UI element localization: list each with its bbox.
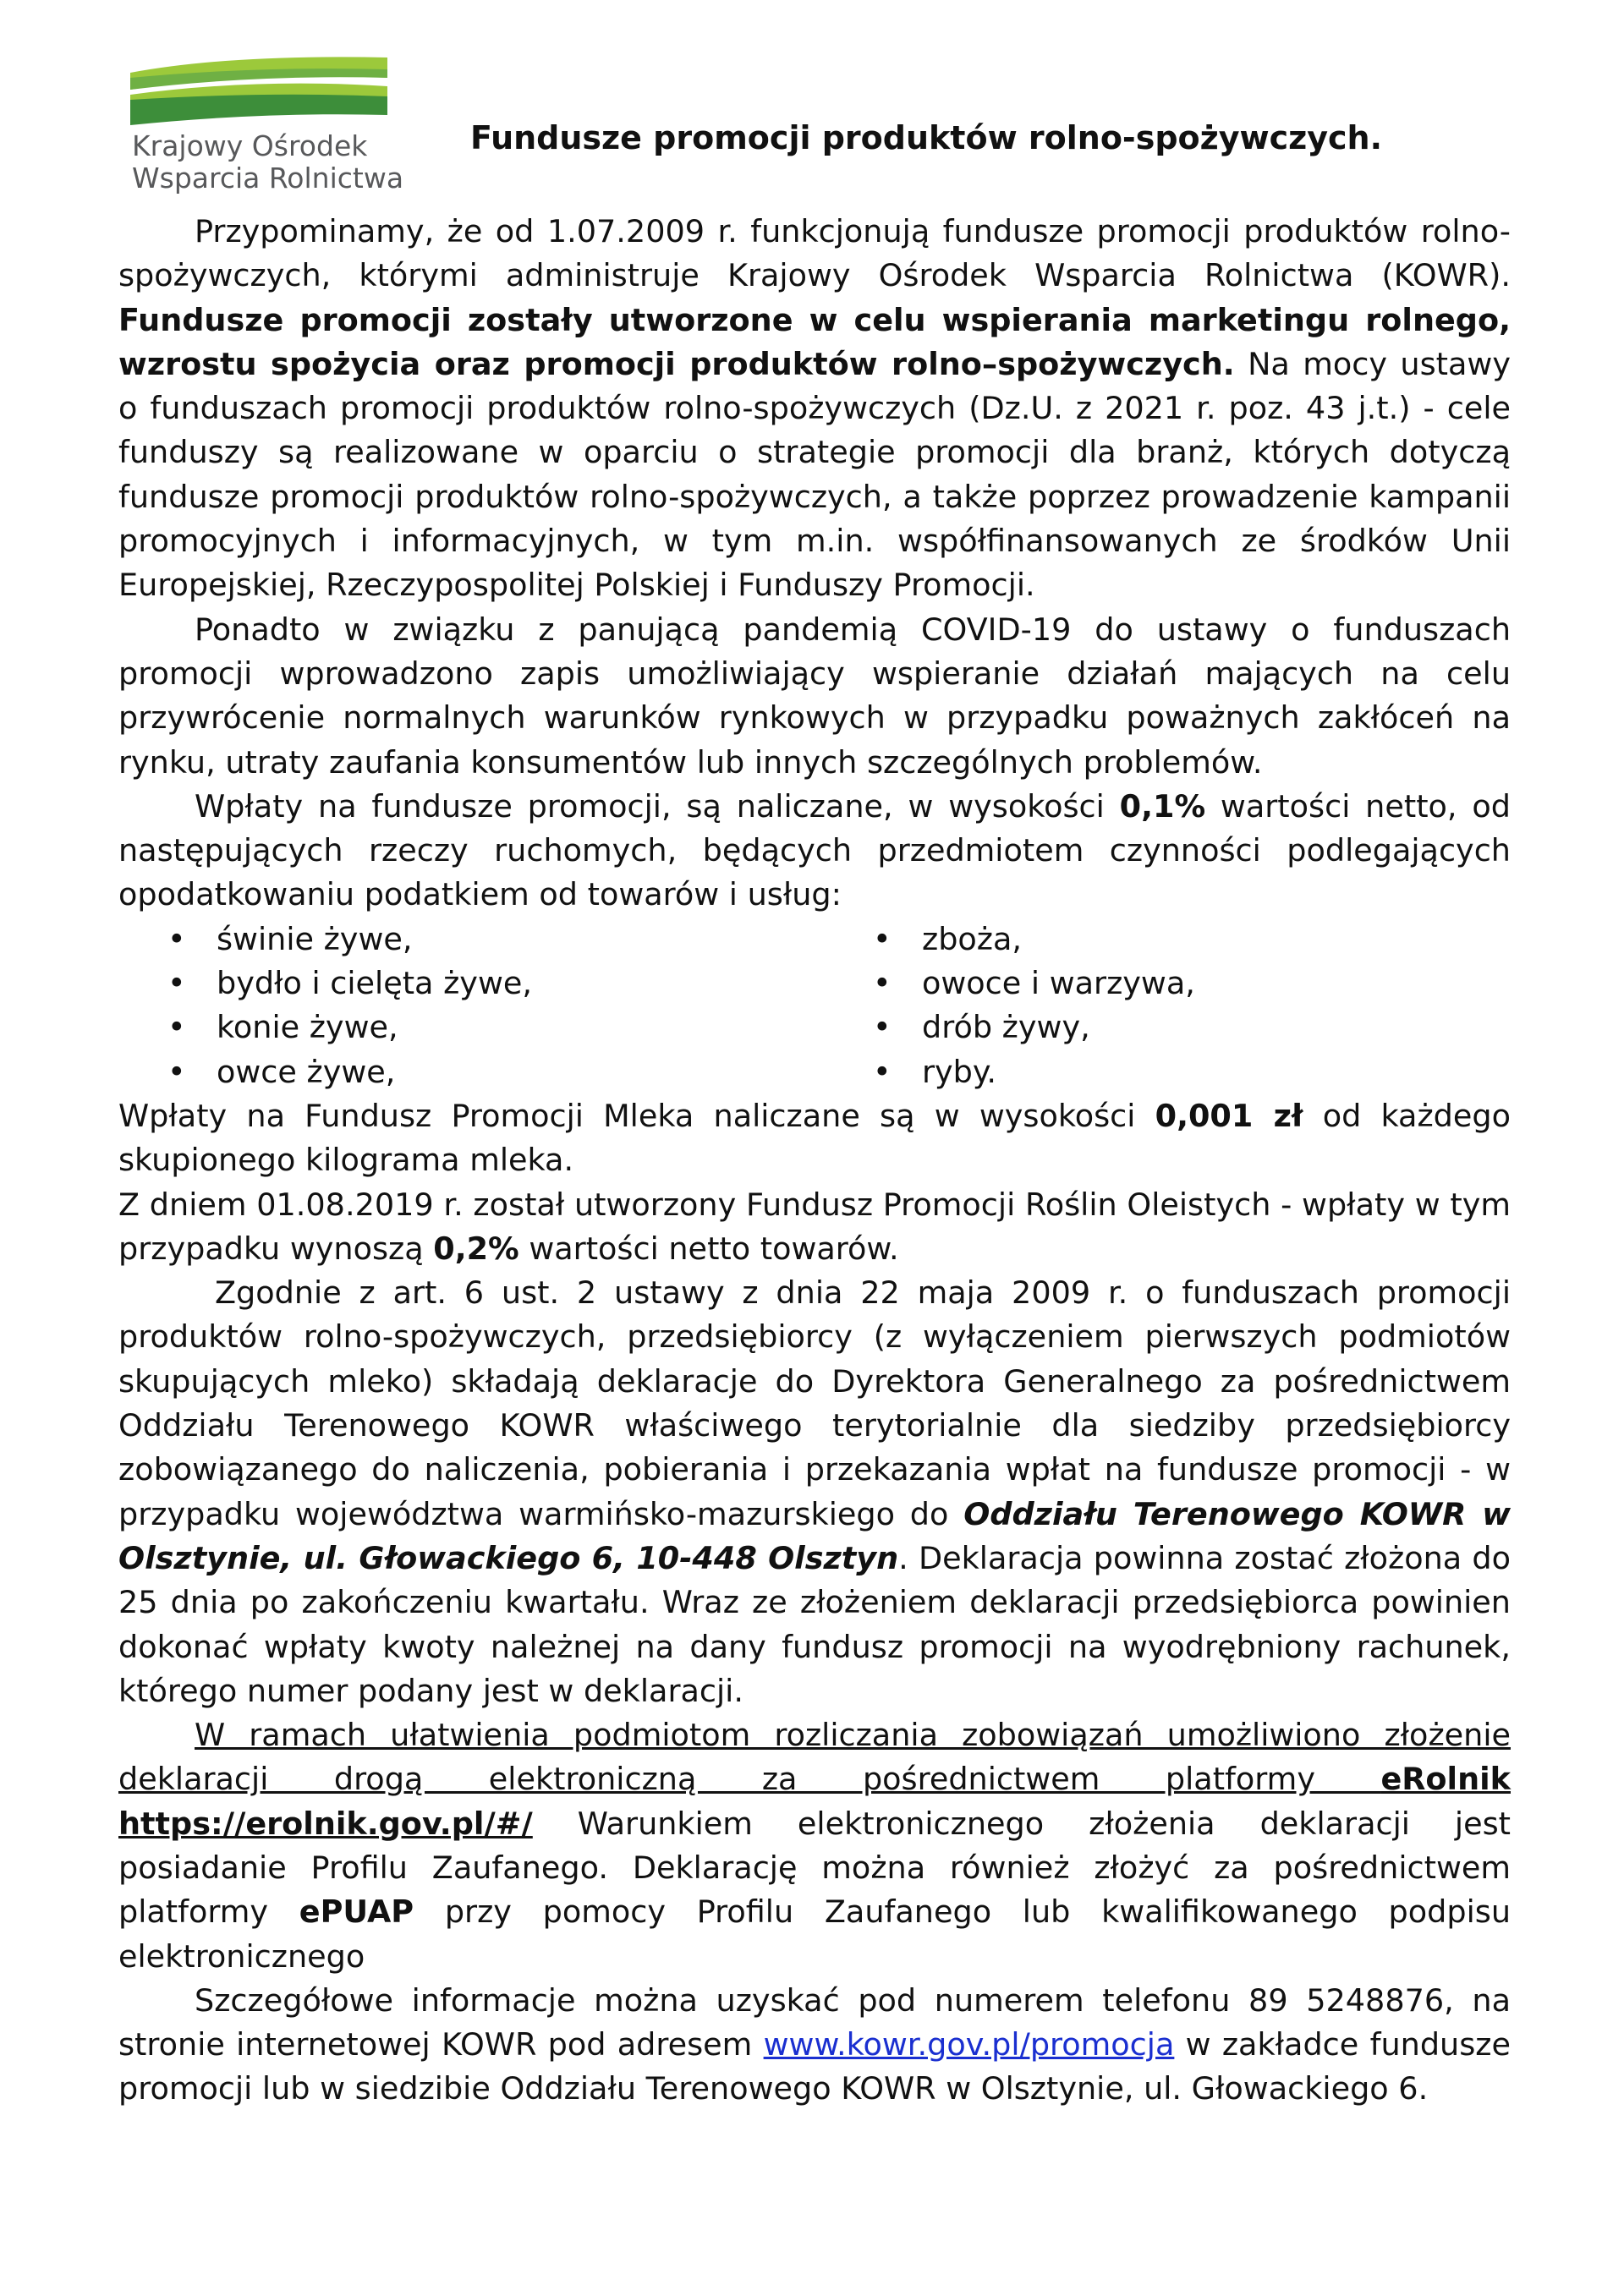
paragraph-milk-fund	[118, 1094, 1511, 1183]
list-item	[118, 1050, 870, 1094]
list-item	[870, 962, 1511, 1006]
list-item	[118, 918, 870, 962]
paragraph-contact	[118, 1979, 1511, 2112]
list-item-text: owce żywe,	[217, 1053, 396, 1090]
list-item-text: drób żywy,	[922, 1009, 1090, 1046]
list-item-text: bydło i cielęta żywe,	[217, 965, 532, 1002]
milk-text-2: od każdego skupionego kilograma mleka.	[118, 1097, 1511, 1179]
list-item-text: owoce i warzywa,	[922, 965, 1195, 1002]
list-item-text: zboża,	[922, 920, 1023, 957]
list-item	[118, 1006, 870, 1049]
rate-value: 0,1%	[1119, 787, 1206, 825]
bullet-icon: •	[873, 1009, 892, 1046]
declarations-text-1: Zgodnie z art. 6 ust. 2 ustawy z dnia 22 maja 2009 r. o funduszach promocji produktów rolno-spożywczych, przedsiębiorcy (z wyłączeniem pierwszych podmiotów skupujących mleko) składają deklaracje do Dyrektora Generalnego za pośrednictwem Oddziału Terenowego KOWR właściwego terytorialnie dla siedziby przedsiębiorcy zobowiązanego do naliczenia, pobierania i przekazania wpłat na fundusze promocji - w przypadku województwa warmińsko-mazurskiego do	[118, 1274, 1511, 1532]
paragraph-declarations	[118, 1271, 1511, 1713]
goods-lists	[118, 918, 1511, 1094]
goods-list-right	[870, 918, 1511, 1094]
list-item-text: ryby.	[922, 1053, 996, 1090]
intro-text-1: Przypominamy, że od 1.07.2009 r. funkcjonują fundusze promocji produktów rolno-spożywczych, którymi administruje Krajowy Ośrodek Wsparcia Rolnictwa (KOWR).	[118, 213, 1511, 294]
bullet-icon: •	[873, 965, 892, 1002]
logo-line-2: Wsparcia Rolnictwa	[132, 162, 404, 195]
contact-text-1: Szczegółowe informacje można uzyskać pod numerem telefonu 89 5248876, na stronie internetowej KOWR pod adresem	[118, 1981, 1511, 2063]
erolnik-link[interactable]: eRolnik https://erolnik.gov.pl/#/	[118, 1761, 1511, 1842]
logo-line-1: Krajowy Ośrodek	[132, 129, 368, 162]
bullet-icon: •	[167, 1053, 186, 1090]
bullet-icon: •	[873, 1053, 892, 1090]
bullet-icon: •	[167, 965, 186, 1002]
electronic-underlined-text: W ramach ułatwienia podmiotom rozliczania zobowiązań umożliwiono złożenie deklaracji drogą elektroniczną za pośrednictwem platformy	[118, 1717, 1511, 1798]
list-item	[870, 1006, 1511, 1049]
milk-rate: 0,001 zł	[1155, 1097, 1303, 1134]
branch-address: Oddziału Terenowego KOWR w Olsztynie, ul. Głowackiego 6, 10-448 Olsztyn	[118, 1495, 1511, 1576]
rates-text-2: wartości netto, od następujących rzeczy ruchomych, będących przedmiotem czynności podlegających opodatkowaniu podatkiem od towarów i usług:	[118, 787, 1511, 913]
bullet-icon: •	[167, 1009, 186, 1046]
paragraph-covid: Ponadto w związku z panującą pandemią COVID-19 do ustawy o funduszach promocji wprowadzono zapis umożliwiający wspieranie działań mających na celu przywrócenie normalnych warunków rynkowych w przypadku poważnych zakłóceń na rynku, utraty zaufania konsumentów lub innych szczególnych problemów.	[118, 611, 1511, 781]
list-item	[870, 1050, 1511, 1094]
list-item	[870, 918, 1511, 962]
milk-text-1: Wpłaty na Fundusz Promocji Mleka naliczane są w wysokości	[118, 1097, 1155, 1134]
bullet-icon: •	[167, 920, 186, 957]
bullet-icon: •	[873, 920, 892, 957]
paragraph-oilseed-fund	[118, 1183, 1511, 1272]
declarations-text-2: . Deklaracja powinna zostać złożona do 25 dnia po zakończeniu kwartału. Wraz ze złożeniem deklaracji przedsiębiorca powinien dokonać wpłaty kwoty należnej na dany fundusz promocji na wyodrębniony rachunek, którego numer podany jest w deklaracji.	[118, 1539, 1512, 1709]
kowr-logo	[129, 52, 404, 196]
oilseed-text-2: wartości netto towarów.	[518, 1230, 899, 1267]
intro-bold: Fundusze promocji zostały utworzone w celu wspierania marketingu rolnego, wzrostu spożycia oraz promocji produktów rolno–spożywczych.	[118, 301, 1511, 382]
electronic-text-2: przy pomocy Profilu Zaufanego lub kwalifikowanego podpisu elektronicznego	[118, 1893, 1511, 1975]
paragraph-intro	[118, 210, 1511, 608]
electronic-text-1: Warunkiem elektronicznego złożenia deklaracji jest posiadanie Profilu Zaufanego. Deklarację można również złożyć za pośrednictwem platformy	[118, 1805, 1511, 1931]
logo-graphic	[129, 52, 391, 129]
list-item	[118, 962, 870, 1006]
goods-list-left	[118, 918, 870, 1094]
page-title: Fundusze promocji produktów rolno-spożywczych.	[470, 119, 1383, 156]
epuap-label: ePUAP	[299, 1893, 414, 1931]
list-item-text: świnie żywe,	[217, 920, 413, 957]
paragraph-rates	[118, 785, 1511, 918]
paragraph-electronic	[118, 1713, 1511, 1979]
kowr-promocja-link[interactable]: www.kowr.gov.pl/promocja	[763, 2026, 1175, 2063]
rates-text-1: Wpłaty na fundusze promocji, są naliczane, w wysokości	[195, 787, 1120, 825]
oilseed-text-1: Z dniem 01.08.2019 r. został utworzony Fundusz Promocji Roślin Oleistych - wpłaty w tym przypadku wynoszą	[118, 1186, 1511, 1267]
contact-text-2: w zakładce fundusze promocji lub w siedzibie Oddziału Terenowego KOWR w Olsztynie, ul. Głowackiego 6.	[118, 2026, 1511, 2107]
document-body	[118, 210, 1511, 2112]
logo-wordmark	[132, 130, 403, 195]
oilseed-rate: 0,2%	[433, 1230, 519, 1267]
intro-text-2: Na mocy ustawy o funduszach promocji produktów rolno-spożywczych (Dz.U. z 2021 r. poz. 43 j.t.) - cele funduszy są realizowane w oparciu o strategie promocji dla branż, których dotyczą fundusze promocji produktów rolno-spożywczych, a także poprzez prowadzenie kampanii promocyjnych i informacyjnych, w tym m.in. współfinansowanych ze środków Unii Europejskiej, Rzeczypospolitej Polskiej i Funduszy Promocji.	[118, 345, 1511, 604]
list-item-text: konie żywe,	[217, 1009, 398, 1046]
